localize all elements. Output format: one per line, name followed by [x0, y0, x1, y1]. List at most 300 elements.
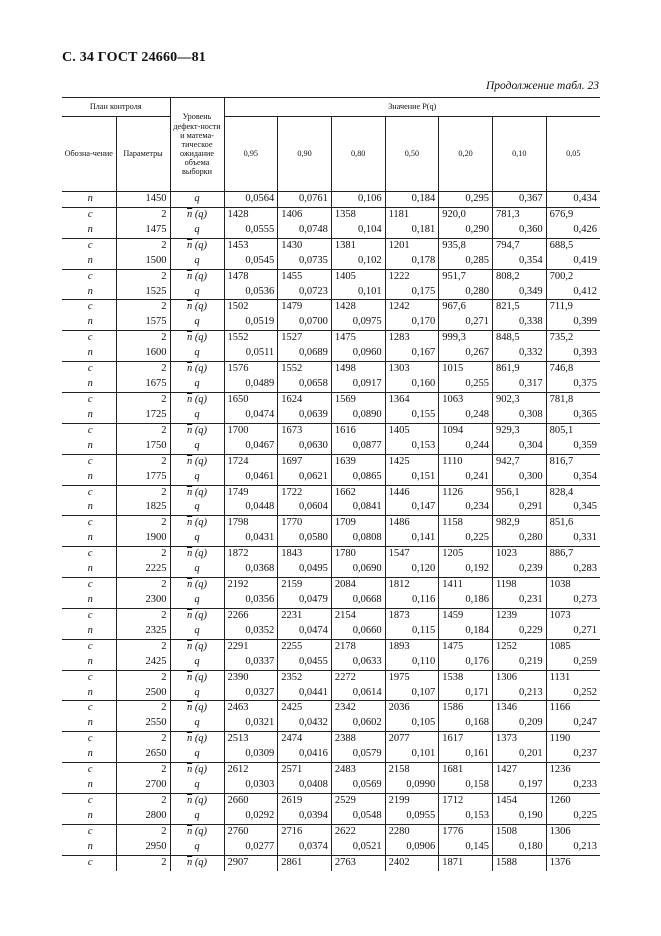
row-value: 0,176 — [439, 655, 493, 670]
row-value: 1405 — [385, 423, 439, 438]
row-value: 0,345 — [546, 500, 600, 515]
table-row — [62, 315, 600, 330]
row-parameter: 2225 — [116, 562, 170, 577]
row-value: 805,1 — [549, 424, 574, 436]
row-value: 2154 — [331, 608, 385, 623]
row-level: q — [170, 500, 224, 515]
row-value: 0,248 — [439, 408, 493, 423]
row-value: 735,2 — [549, 332, 574, 344]
row-value: 0,161 — [439, 747, 493, 762]
row-value: 1662 — [331, 485, 385, 500]
row-symbol: n — [62, 716, 116, 731]
row-value: 1063 — [439, 392, 493, 407]
table-row — [62, 516, 600, 531]
row-value: 0,349 — [492, 285, 546, 300]
row-value: 1893 — [385, 639, 439, 654]
row-parameter: 2 — [116, 392, 170, 407]
row-level: $\overline{n}$ (q) — [170, 670, 224, 685]
row-value: 0,167 — [385, 346, 439, 361]
row-symbol: c — [62, 454, 116, 469]
row-parameter: 1900 — [116, 531, 170, 546]
row-value: 2763 — [331, 855, 385, 870]
row-value: 0,0292 — [224, 809, 278, 824]
row-value: 0,186 — [439, 593, 493, 608]
row-symbol: n — [62, 686, 116, 701]
row-level: $\overline{n}$ (q) — [170, 485, 224, 500]
row-value: 2483 — [331, 763, 385, 778]
row-value: 1780 — [331, 547, 385, 562]
row-value: 0,175 — [385, 285, 439, 300]
row-value: 0,0327 — [224, 686, 278, 701]
row-value: 1376 — [549, 856, 571, 868]
row-value: 0,338 — [492, 315, 546, 330]
row-value: 0,0748 — [278, 223, 332, 238]
table-row — [62, 346, 600, 361]
table-row — [62, 362, 600, 377]
row-value: 1094 — [439, 423, 493, 438]
row-parameter: 2 — [116, 701, 170, 716]
row-value: 2513 — [224, 732, 278, 747]
row-value: 1303 — [385, 362, 439, 377]
row-value: 1552 — [224, 331, 278, 346]
row-value: 1430 — [278, 238, 332, 253]
row-value: 2192 — [224, 578, 278, 593]
row-value: 0,102 — [331, 254, 385, 269]
row-value: 0,237 — [546, 747, 600, 762]
row-parameter: 2800 — [116, 809, 170, 824]
row-value: 1712 — [439, 793, 493, 808]
row-parameter: 2 — [116, 331, 170, 346]
row-value: 1158 — [439, 516, 493, 531]
row-value: 1239 — [492, 608, 546, 623]
row-value: 0,285 — [439, 254, 493, 269]
row-value: 0,180 — [492, 840, 546, 855]
row-symbol: c — [62, 732, 116, 747]
header-value: Значение P(q) — [224, 98, 600, 117]
row-parameter: 2 — [116, 639, 170, 654]
row-parameter: 2325 — [116, 624, 170, 639]
row-symbol: n — [62, 500, 116, 515]
row-value: 1346 — [492, 701, 546, 716]
row-parameter: 2 — [116, 269, 170, 284]
row-value: 711,9 — [549, 301, 573, 313]
table-row — [62, 855, 600, 870]
row-symbol: c — [62, 485, 116, 500]
row-value: 0,0441 — [278, 686, 332, 701]
row-parameter: 2 — [116, 547, 170, 562]
row-value: 929,3 — [492, 423, 546, 438]
row-parameter: 2500 — [116, 686, 170, 701]
row-level: q — [170, 408, 224, 423]
row-value: 1700 — [224, 423, 278, 438]
row-parameter: 1575 — [116, 315, 170, 330]
row-symbol: n — [62, 624, 116, 639]
row-symbol: c — [62, 392, 116, 407]
row-value: 1358 — [331, 207, 385, 222]
row-level: q — [170, 223, 224, 238]
row-level: q — [170, 285, 224, 300]
row-value: 1812 — [385, 578, 439, 593]
row-value: 0,0700 — [278, 315, 332, 330]
row-symbol: c — [62, 701, 116, 716]
row-value: 1373 — [492, 732, 546, 747]
row-value: 0,0416 — [278, 747, 332, 762]
row-value: 0,231 — [492, 593, 546, 608]
page-header: С. 34 ГОСТ 24660—81 — [62, 50, 206, 65]
row-value: 1306 — [492, 670, 546, 685]
row-symbol: c — [62, 423, 116, 438]
row-value: 1181 — [385, 207, 439, 222]
row-value: 0,0548 — [331, 809, 385, 824]
row-level: q — [170, 655, 224, 670]
table-row — [62, 655, 600, 670]
row-symbol: n — [62, 593, 116, 608]
row-value: 0,259 — [546, 655, 600, 670]
row-value: 2474 — [278, 732, 332, 747]
row-parameter: 1450 — [116, 192, 170, 208]
row-parameter: 2550 — [116, 716, 170, 731]
row-value: 0,110 — [385, 655, 439, 670]
row-value: 0,252 — [546, 686, 600, 701]
row-value: 1697 — [278, 454, 332, 469]
row-symbol: c — [62, 670, 116, 685]
row-value: 1650 — [224, 392, 278, 407]
row-value: 1306 — [549, 825, 571, 837]
row-symbol: n — [62, 377, 116, 392]
table-row — [62, 840, 600, 855]
row-symbol: c — [62, 855, 116, 870]
row-value: 2612 — [224, 763, 278, 778]
row-value: 0,0604 — [278, 500, 332, 515]
row-level: $\overline{n}$ (q) — [170, 516, 224, 531]
row-value: 1283 — [385, 331, 439, 346]
table-row — [62, 686, 600, 701]
row-value: 2255 — [278, 639, 332, 654]
table-body — [62, 192, 600, 871]
row-value: 0,0917 — [331, 377, 385, 392]
row-value: 0,197 — [492, 778, 546, 793]
row-symbol: n — [62, 809, 116, 824]
row-level: q — [170, 470, 224, 485]
row-value: 0,178 — [385, 254, 439, 269]
row-value: 1085 — [549, 640, 571, 652]
row-value: 0,0474 — [224, 408, 278, 423]
row-symbol: n — [62, 531, 116, 546]
table-row — [62, 608, 600, 623]
row-value: 1023 — [492, 547, 546, 562]
row-value: 1126 — [439, 485, 493, 500]
row-value: 0,190 — [492, 809, 546, 824]
table-row — [62, 809, 600, 824]
row-parameter: 2 — [116, 207, 170, 222]
row-level: q — [170, 747, 224, 762]
row-value: 0,192 — [439, 562, 493, 577]
table-row — [62, 392, 600, 407]
row-value: 1624 — [278, 392, 332, 407]
table-row — [62, 547, 600, 562]
row-parameter: 2 — [116, 516, 170, 531]
row-value: 1873 — [385, 608, 439, 623]
table-row — [62, 269, 600, 284]
row-value: 1406 — [278, 207, 332, 222]
row-value: 0,0660 — [331, 624, 385, 639]
row-level: q — [170, 624, 224, 639]
row-value: 935,8 — [439, 238, 493, 253]
row-symbol: c — [62, 793, 116, 808]
row-level: q — [170, 809, 224, 824]
row-symbol: c — [62, 238, 116, 253]
row-symbol: c — [62, 269, 116, 284]
row-value: 2231 — [278, 608, 332, 623]
row-level: q — [170, 593, 224, 608]
row-symbol: n — [62, 439, 116, 454]
header-p-value: 0,80 — [331, 117, 385, 192]
row-value: 2390 — [224, 670, 278, 685]
row-parameter: 1500 — [116, 254, 170, 269]
row-value: 1722 — [278, 485, 332, 500]
row-level: $\overline{n}$ (q) — [170, 701, 224, 716]
row-value: 0,419 — [546, 254, 600, 269]
row-level: $\overline{n}$ (q) — [170, 639, 224, 654]
table-continuation-note: Продолжение табл. 23 — [486, 80, 599, 92]
row-level: q — [170, 686, 224, 701]
row-value: 1015 — [439, 362, 493, 377]
row-value: 0,104 — [331, 223, 385, 238]
row-level: q — [170, 439, 224, 454]
table-row — [62, 624, 600, 639]
row-level: $\overline{n}$ (q) — [170, 207, 224, 222]
row-value: 0,155 — [385, 408, 439, 423]
row-value: 0,308 — [492, 408, 546, 423]
row-value: 816,7 — [549, 455, 574, 467]
row-value: 0,229 — [492, 624, 546, 639]
table-row — [62, 470, 600, 485]
header-symbol: Обозна-чение — [62, 117, 116, 192]
row-value: 0,0602 — [331, 716, 385, 731]
row-level: q — [170, 315, 224, 330]
row-value: 2077 — [385, 732, 439, 747]
row-symbol: n — [62, 747, 116, 762]
table-row — [62, 701, 600, 716]
row-value: 0,0536 — [224, 285, 278, 300]
row-parameter: 1725 — [116, 408, 170, 423]
row-value: 1381 — [331, 238, 385, 253]
row-value: 0,0467 — [224, 439, 278, 454]
row-value: 0,0975 — [331, 315, 385, 330]
row-value: 1425 — [385, 454, 439, 469]
row-value: 0,151 — [385, 470, 439, 485]
row-parameter: 2 — [116, 855, 170, 870]
row-value: 1190 — [549, 733, 571, 745]
row-value: 1428 — [331, 300, 385, 315]
row-value: 1454 — [492, 793, 546, 808]
row-value: 0,367 — [492, 192, 546, 208]
row-value: 0,393 — [546, 346, 600, 361]
row-value: 1486 — [385, 516, 439, 531]
row-parameter: 2300 — [116, 593, 170, 608]
row-value: 0,0545 — [224, 254, 278, 269]
header-p-value: 0,95 — [224, 117, 278, 192]
table-row — [62, 639, 600, 654]
row-value: 851,6 — [549, 517, 574, 529]
row-value: 1166 — [549, 702, 571, 714]
row-value: 1673 — [278, 423, 332, 438]
row-value: 0,0511 — [224, 346, 278, 361]
row-symbol: c — [62, 516, 116, 531]
row-value: 0,0877 — [331, 439, 385, 454]
row-value: 0,0555 — [224, 223, 278, 238]
row-value: 1201 — [385, 238, 439, 253]
table-row — [62, 732, 600, 747]
row-value: 1569 — [331, 392, 385, 407]
row-value: 1872 — [224, 547, 278, 562]
row-value: 0,0990 — [385, 778, 439, 793]
row-value: 0,0614 — [331, 686, 385, 701]
table-row — [62, 300, 600, 315]
row-parameter: 2 — [116, 824, 170, 839]
row-value: 0,412 — [546, 285, 600, 300]
row-level: q — [170, 840, 224, 855]
row-value: 1498 — [331, 362, 385, 377]
row-parameter: 2 — [116, 763, 170, 778]
row-symbol: n — [62, 346, 116, 361]
table-row — [62, 747, 600, 762]
row-symbol: n — [62, 254, 116, 269]
row-value: 1502 — [224, 300, 278, 315]
row-value: 0,0906 — [385, 840, 439, 855]
row-level: $\overline{n}$ (q) — [170, 269, 224, 284]
row-value: 0,290 — [439, 223, 493, 238]
row-value: 781,3 — [492, 207, 546, 222]
row-value: 0,239 — [492, 562, 546, 577]
row-value: 2463 — [224, 701, 278, 716]
row-value: 956,1 — [492, 485, 546, 500]
row-value: 2342 — [331, 701, 385, 716]
row-value: 0,399 — [546, 315, 600, 330]
row-value: 0,184 — [385, 192, 439, 208]
row-value: 0,0735 — [278, 254, 332, 269]
row-value: 2907 — [224, 855, 278, 870]
row-value: 0,181 — [385, 223, 439, 238]
row-value: 1547 — [385, 547, 439, 562]
row-value: 886,7 — [549, 548, 574, 560]
row-value: 0,354 — [492, 254, 546, 269]
row-value: 0,225 — [439, 531, 493, 546]
row-level: $\overline{n}$ (q) — [170, 331, 224, 346]
row-value: 0,0723 — [278, 285, 332, 300]
row-value: 0,0448 — [224, 500, 278, 515]
row-value: 794,7 — [492, 238, 546, 253]
table-row — [62, 285, 600, 300]
row-value: 2178 — [331, 639, 385, 654]
row-value: 0,0521 — [331, 840, 385, 855]
table-row — [62, 254, 600, 269]
row-value: 0,300 — [492, 470, 546, 485]
table-row — [62, 562, 600, 577]
row-symbol: n — [62, 223, 116, 238]
row-value: 1459 — [439, 608, 493, 623]
row-value: 0,0352 — [224, 624, 278, 639]
row-level: q — [170, 716, 224, 731]
row-parameter: 2 — [116, 454, 170, 469]
row-symbol: n — [62, 778, 116, 793]
table-row — [62, 223, 600, 238]
row-value: 0,0564 — [224, 192, 278, 208]
row-value: 0,116 — [385, 593, 439, 608]
row-value: 999,3 — [439, 331, 493, 346]
row-value: 0,219 — [492, 655, 546, 670]
row-value: 0,171 — [439, 686, 493, 701]
row-value: 0,365 — [546, 408, 600, 423]
table-row — [62, 578, 600, 593]
row-value: 0,360 — [492, 223, 546, 238]
row-value: 0,0580 — [278, 531, 332, 546]
row-value: 1798 — [224, 516, 278, 531]
row-value: 0,241 — [439, 470, 493, 485]
row-value: 0,317 — [492, 377, 546, 392]
row-value: 0,0303 — [224, 778, 278, 793]
row-value: 0,101 — [331, 285, 385, 300]
row-value: 2861 — [278, 855, 332, 870]
row-value: 700,2 — [549, 270, 574, 282]
row-level: $\overline{n}$ (q) — [170, 362, 224, 377]
row-parameter: 2700 — [116, 778, 170, 793]
row-value: 0,0431 — [224, 531, 278, 546]
row-value: 0,147 — [385, 500, 439, 515]
row-value: 0,153 — [385, 439, 439, 454]
row-value: 2716 — [278, 824, 332, 839]
row-parameter: 2 — [116, 485, 170, 500]
row-value: 2159 — [278, 578, 332, 593]
row-level: $\overline{n}$ (q) — [170, 578, 224, 593]
row-symbol: n — [62, 470, 116, 485]
row-value: 0,0309 — [224, 747, 278, 762]
row-value: 0,0865 — [331, 470, 385, 485]
row-value: 0,0455 — [278, 655, 332, 670]
row-symbol: n — [62, 840, 116, 855]
row-value: 0,0841 — [331, 500, 385, 515]
row-value: 0,0474 — [278, 624, 332, 639]
row-parameter: 2 — [116, 793, 170, 808]
row-value: 0,283 — [546, 562, 600, 577]
row-value: 902,3 — [492, 392, 546, 407]
row-value: 0,107 — [385, 686, 439, 701]
row-value: 1222 — [385, 269, 439, 284]
row-value: 0,0408 — [278, 778, 332, 793]
row-symbol: c — [62, 207, 116, 222]
row-value: 0,0690 — [331, 562, 385, 577]
row-value: 1527 — [278, 331, 332, 346]
row-value: 0,332 — [492, 346, 546, 361]
row-value: 2425 — [278, 701, 332, 716]
row-value: 0,0668 — [331, 593, 385, 608]
row-level: q — [170, 254, 224, 269]
row-parameter: 2 — [116, 608, 170, 623]
row-value: 688,5 — [549, 239, 574, 251]
row-value: 0,153 — [439, 809, 493, 824]
row-value: 1073 — [549, 609, 571, 621]
table-row — [62, 238, 600, 253]
row-level: q — [170, 562, 224, 577]
row-symbol: c — [62, 300, 116, 315]
row-value: 2388 — [331, 732, 385, 747]
row-value: 1453 — [224, 238, 278, 253]
row-value: 0,426 — [546, 223, 600, 238]
row-value: 0,0761 — [278, 192, 332, 208]
row-value: 0,170 — [385, 315, 439, 330]
row-value: 0,0461 — [224, 470, 278, 485]
row-value: 0,141 — [385, 531, 439, 546]
